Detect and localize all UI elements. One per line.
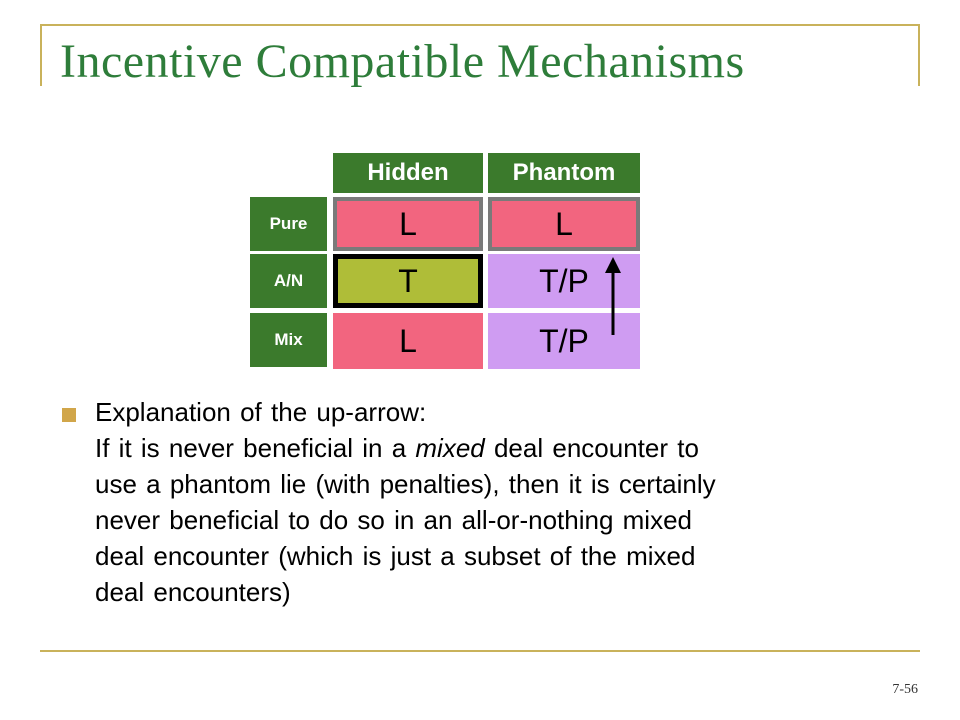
cell-an-phantom: T/P xyxy=(488,254,640,308)
column-header-phantom: Phantom xyxy=(488,153,640,193)
row-header-pure: Pure xyxy=(250,197,327,251)
row-header-mix: Mix xyxy=(250,313,327,367)
frame-left-line xyxy=(40,24,42,86)
frame-bottom-line xyxy=(40,650,920,652)
explanation-emphasis-mixed: mixed xyxy=(415,433,485,463)
bullet-marker-icon xyxy=(62,408,76,422)
cell-pure-hidden: L xyxy=(333,197,483,251)
page-number: 7-56 xyxy=(892,682,918,697)
explanation-line-3: never beneficial to do so in an all-or-nothing mixed xyxy=(95,505,693,535)
row-header-an: A/N xyxy=(250,254,327,308)
up-arrow-icon xyxy=(598,255,628,337)
cell-an-hidden: T xyxy=(333,254,483,308)
frame-right-line xyxy=(918,24,920,86)
explanation-line-1-end: deal encounter to xyxy=(484,433,699,463)
slide-title: Incentive Compatible Mechanisms xyxy=(60,35,745,88)
cell-pure-phantom: L xyxy=(488,197,640,251)
explanation-line-2: use a phantom lie (with penalties), then it is certainly xyxy=(95,469,716,499)
column-header-hidden: Hidden xyxy=(333,153,483,193)
frame-top-line xyxy=(40,24,920,26)
cell-mix-phantom: T/P xyxy=(488,313,640,369)
explanation-text xyxy=(95,394,915,610)
explanation-heading: Explanation of the up-arrow: xyxy=(95,397,427,427)
cell-mix-hidden: L xyxy=(333,313,483,369)
explanation-line-4: deal encounter (which is just a subset of the mixed xyxy=(95,541,696,571)
explanation-line-1 xyxy=(95,430,915,466)
explanation-line-1-start: If it is never beneficial in a xyxy=(95,433,416,463)
explanation-line-5: deal encounters) xyxy=(95,577,291,607)
